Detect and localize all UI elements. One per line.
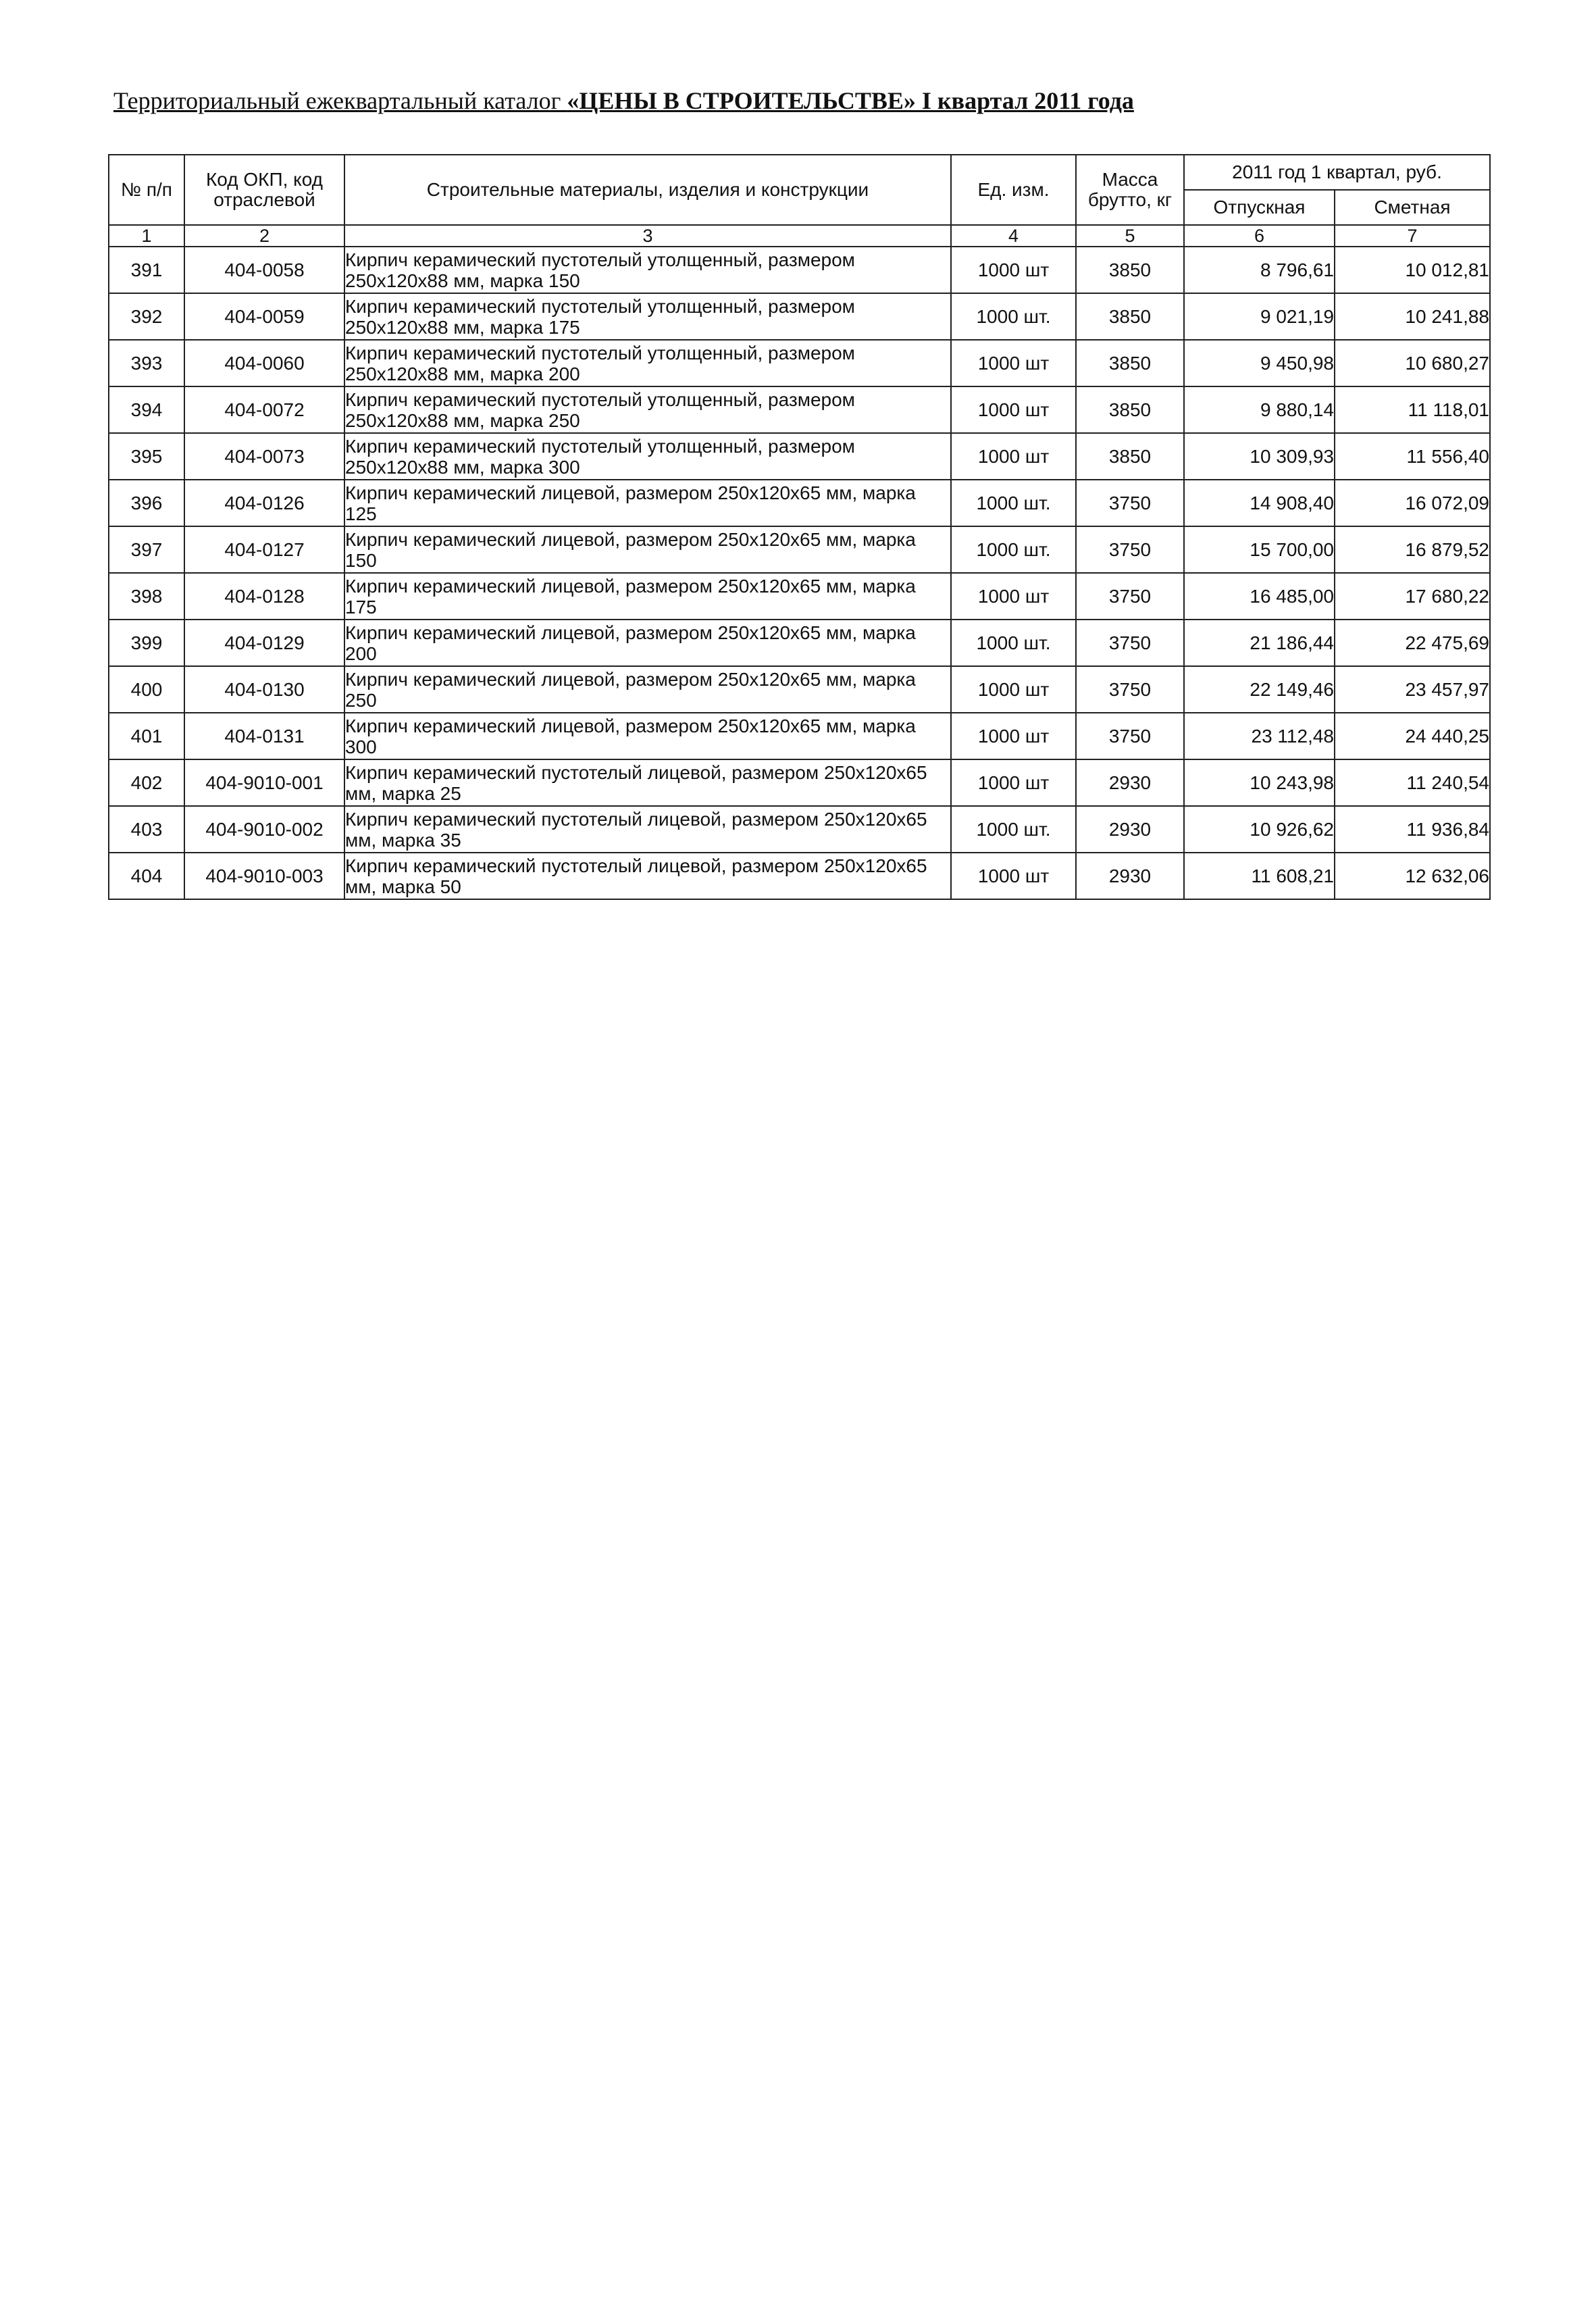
row-mass: 3850	[1076, 433, 1184, 480]
table-row	[109, 480, 1490, 526]
row-price-estimate: 16 072,09	[1335, 480, 1490, 526]
row-price-release: 10 309,93	[1184, 433, 1335, 480]
row-name: Кирпич керамический пустотелый утолщенный, размером 250x120x88 мм, марка 200	[344, 340, 951, 386]
row-name: Кирпич керамический лицевой, размером 250x120x65 мм, марка 300	[344, 713, 951, 759]
row-name: Кирпич керамический лицевой, размером 250x120x65 мм, марка 200	[344, 620, 951, 666]
row-price-estimate: 11 936,84	[1335, 806, 1490, 853]
row-price-release: 10 926,62	[1184, 806, 1335, 853]
row-name: Кирпич керамический пустотелый лицевой, размером 250x120x65 мм, марка 35	[344, 806, 951, 853]
row-name: Кирпич керамический лицевой, размером 250x120x65 мм, марка 250	[344, 666, 951, 713]
row-unit: 1000 шт	[951, 853, 1076, 899]
row-price-estimate: 11 118,01	[1335, 386, 1490, 433]
row-price-release: 16 485,00	[1184, 573, 1335, 620]
row-unit: 1000 шт.	[951, 806, 1076, 853]
row-number: 398	[109, 573, 184, 620]
row-unit: 1000 шт	[951, 713, 1076, 759]
row-mass: 2930	[1076, 853, 1184, 899]
row-code: 404-0130	[184, 666, 344, 713]
row-mass: 3850	[1076, 293, 1184, 340]
header-row	[109, 155, 1490, 190]
row-unit: 1000 шт	[951, 759, 1076, 806]
row-number: 404	[109, 853, 184, 899]
column-number: 4	[951, 225, 1076, 247]
row-code: 404-0059	[184, 293, 344, 340]
row-number: 400	[109, 666, 184, 713]
column-number: 5	[1076, 225, 1184, 247]
row-code: 404-0126	[184, 480, 344, 526]
row-number: 401	[109, 713, 184, 759]
col-header-price-group: 2011 год 1 квартал, руб.	[1184, 155, 1490, 190]
row-number: 397	[109, 526, 184, 573]
row-code: 404-0128	[184, 573, 344, 620]
col-header-no: № п/п	[109, 155, 184, 225]
column-number: 7	[1335, 225, 1490, 247]
table-row	[109, 573, 1490, 620]
row-number: 393	[109, 340, 184, 386]
row-unit: 1000 шт	[951, 666, 1076, 713]
row-unit: 1000 шт	[951, 340, 1076, 386]
table-row	[109, 620, 1490, 666]
col-header-release: Отпускная	[1184, 190, 1335, 225]
row-unit: 1000 шт.	[951, 293, 1076, 340]
row-mass: 3750	[1076, 480, 1184, 526]
row-price-release: 10 243,98	[1184, 759, 1335, 806]
table-row	[109, 713, 1490, 759]
row-unit: 1000 шт.	[951, 480, 1076, 526]
column-number: 6	[1184, 225, 1335, 247]
row-price-estimate: 12 632,06	[1335, 853, 1490, 899]
row-code: 404-0060	[184, 340, 344, 386]
row-number: 391	[109, 247, 184, 293]
column-number-row	[109, 225, 1490, 247]
row-number: 399	[109, 620, 184, 666]
row-price-release: 14 908,40	[1184, 480, 1335, 526]
row-mass: 3750	[1076, 666, 1184, 713]
col-header-name: Строительные материалы, изделия и конструкции	[344, 155, 951, 225]
row-unit: 1000 шт	[951, 433, 1076, 480]
table-row	[109, 666, 1490, 713]
row-name: Кирпич керамический лицевой, размером 250x120x65 мм, марка 175	[344, 573, 951, 620]
row-name: Кирпич керамический пустотелый утолщенный, размером 250x120x88 мм, марка 300	[344, 433, 951, 480]
row-name: Кирпич керамический пустотелый лицевой, размером 250x120x65 мм, марка 50	[344, 853, 951, 899]
row-code: 404-0129	[184, 620, 344, 666]
row-price-estimate: 10 241,88	[1335, 293, 1490, 340]
row-code: 404-0072	[184, 386, 344, 433]
row-code: 404-9010-002	[184, 806, 344, 853]
row-price-release: 21 186,44	[1184, 620, 1335, 666]
row-price-estimate: 22 475,69	[1335, 620, 1490, 666]
row-name: Кирпич керамический лицевой, размером 250x120x65 мм, марка 125	[344, 480, 951, 526]
col-header-code: Код ОКП, код отраслевой	[184, 155, 344, 225]
row-code: 404-0131	[184, 713, 344, 759]
table-row	[109, 759, 1490, 806]
column-number: 2	[184, 225, 344, 247]
row-unit: 1000 шт	[951, 573, 1076, 620]
title-bold: «ЦЕНЫ В СТРОИТЕЛЬСТВЕ» I квартал 2011 года	[567, 87, 1134, 114]
row-mass: 3750	[1076, 573, 1184, 620]
table-row	[109, 293, 1490, 340]
row-code: 404-0073	[184, 433, 344, 480]
table-row	[109, 526, 1490, 573]
row-price-release: 11 608,21	[1184, 853, 1335, 899]
row-price-estimate: 24 440,25	[1335, 713, 1490, 759]
row-price-release: 23 112,48	[1184, 713, 1335, 759]
title-prefix: Территориальный ежеквартальный каталог	[113, 87, 567, 114]
row-mass: 3750	[1076, 526, 1184, 573]
row-price-release: 8 796,61	[1184, 247, 1335, 293]
row-number: 394	[109, 386, 184, 433]
table-row	[109, 247, 1490, 293]
row-number: 403	[109, 806, 184, 853]
row-price-estimate: 10 012,81	[1335, 247, 1490, 293]
table-row	[109, 386, 1490, 433]
col-header-unit: Ед. изм.	[951, 155, 1076, 225]
row-mass: 3850	[1076, 386, 1184, 433]
row-name: Кирпич керамический пустотелый утолщенный, размером 250x120x88 мм, марка 150	[344, 247, 951, 293]
row-price-estimate: 23 457,97	[1335, 666, 1490, 713]
column-number: 3	[344, 225, 951, 247]
row-price-release: 9 880,14	[1184, 386, 1335, 433]
row-mass: 2930	[1076, 759, 1184, 806]
row-name: Кирпич керамический пустотелый лицевой, размером 250x120x65 мм, марка 25	[344, 759, 951, 806]
row-mass: 3750	[1076, 620, 1184, 666]
row-mass: 3850	[1076, 247, 1184, 293]
row-price-release: 9 450,98	[1184, 340, 1335, 386]
row-code: 404-9010-001	[184, 759, 344, 806]
table-row	[109, 806, 1490, 853]
page-title	[113, 86, 1134, 115]
row-number: 395	[109, 433, 184, 480]
row-unit: 1000 шт	[951, 386, 1076, 433]
row-price-estimate: 17 680,22	[1335, 573, 1490, 620]
row-code: 404-0127	[184, 526, 344, 573]
table-row	[109, 340, 1490, 386]
row-price-release: 9 021,19	[1184, 293, 1335, 340]
row-name: Кирпич керамический пустотелый утолщенный, размером 250x120x88 мм, марка 175	[344, 293, 951, 340]
row-price-estimate: 16 879,52	[1335, 526, 1490, 573]
row-mass: 2930	[1076, 806, 1184, 853]
row-number: 392	[109, 293, 184, 340]
col-header-mass: Масса брутто, кг	[1076, 155, 1184, 225]
row-number: 402	[109, 759, 184, 806]
row-price-estimate: 10 680,27	[1335, 340, 1490, 386]
row-name: Кирпич керамический пустотелый утолщенный, размером 250x120x88 мм, марка 250	[344, 386, 951, 433]
row-price-estimate: 11 240,54	[1335, 759, 1490, 806]
col-header-estimate: Сметная	[1335, 190, 1490, 225]
row-mass: 3750	[1076, 713, 1184, 759]
row-code: 404-0058	[184, 247, 344, 293]
row-unit: 1000 шт	[951, 247, 1076, 293]
row-price-estimate: 11 556,40	[1335, 433, 1490, 480]
row-unit: 1000 шт.	[951, 526, 1076, 573]
row-mass: 3850	[1076, 340, 1184, 386]
column-number: 1	[109, 225, 184, 247]
catalog-table	[108, 154, 1491, 900]
row-price-release: 22 149,46	[1184, 666, 1335, 713]
row-unit: 1000 шт.	[951, 620, 1076, 666]
row-number: 396	[109, 480, 184, 526]
row-price-release: 15 700,00	[1184, 526, 1335, 573]
row-code: 404-9010-003	[184, 853, 344, 899]
table-row	[109, 853, 1490, 899]
row-name: Кирпич керамический лицевой, размером 250x120x65 мм, марка 150	[344, 526, 951, 573]
table-row	[109, 433, 1490, 480]
